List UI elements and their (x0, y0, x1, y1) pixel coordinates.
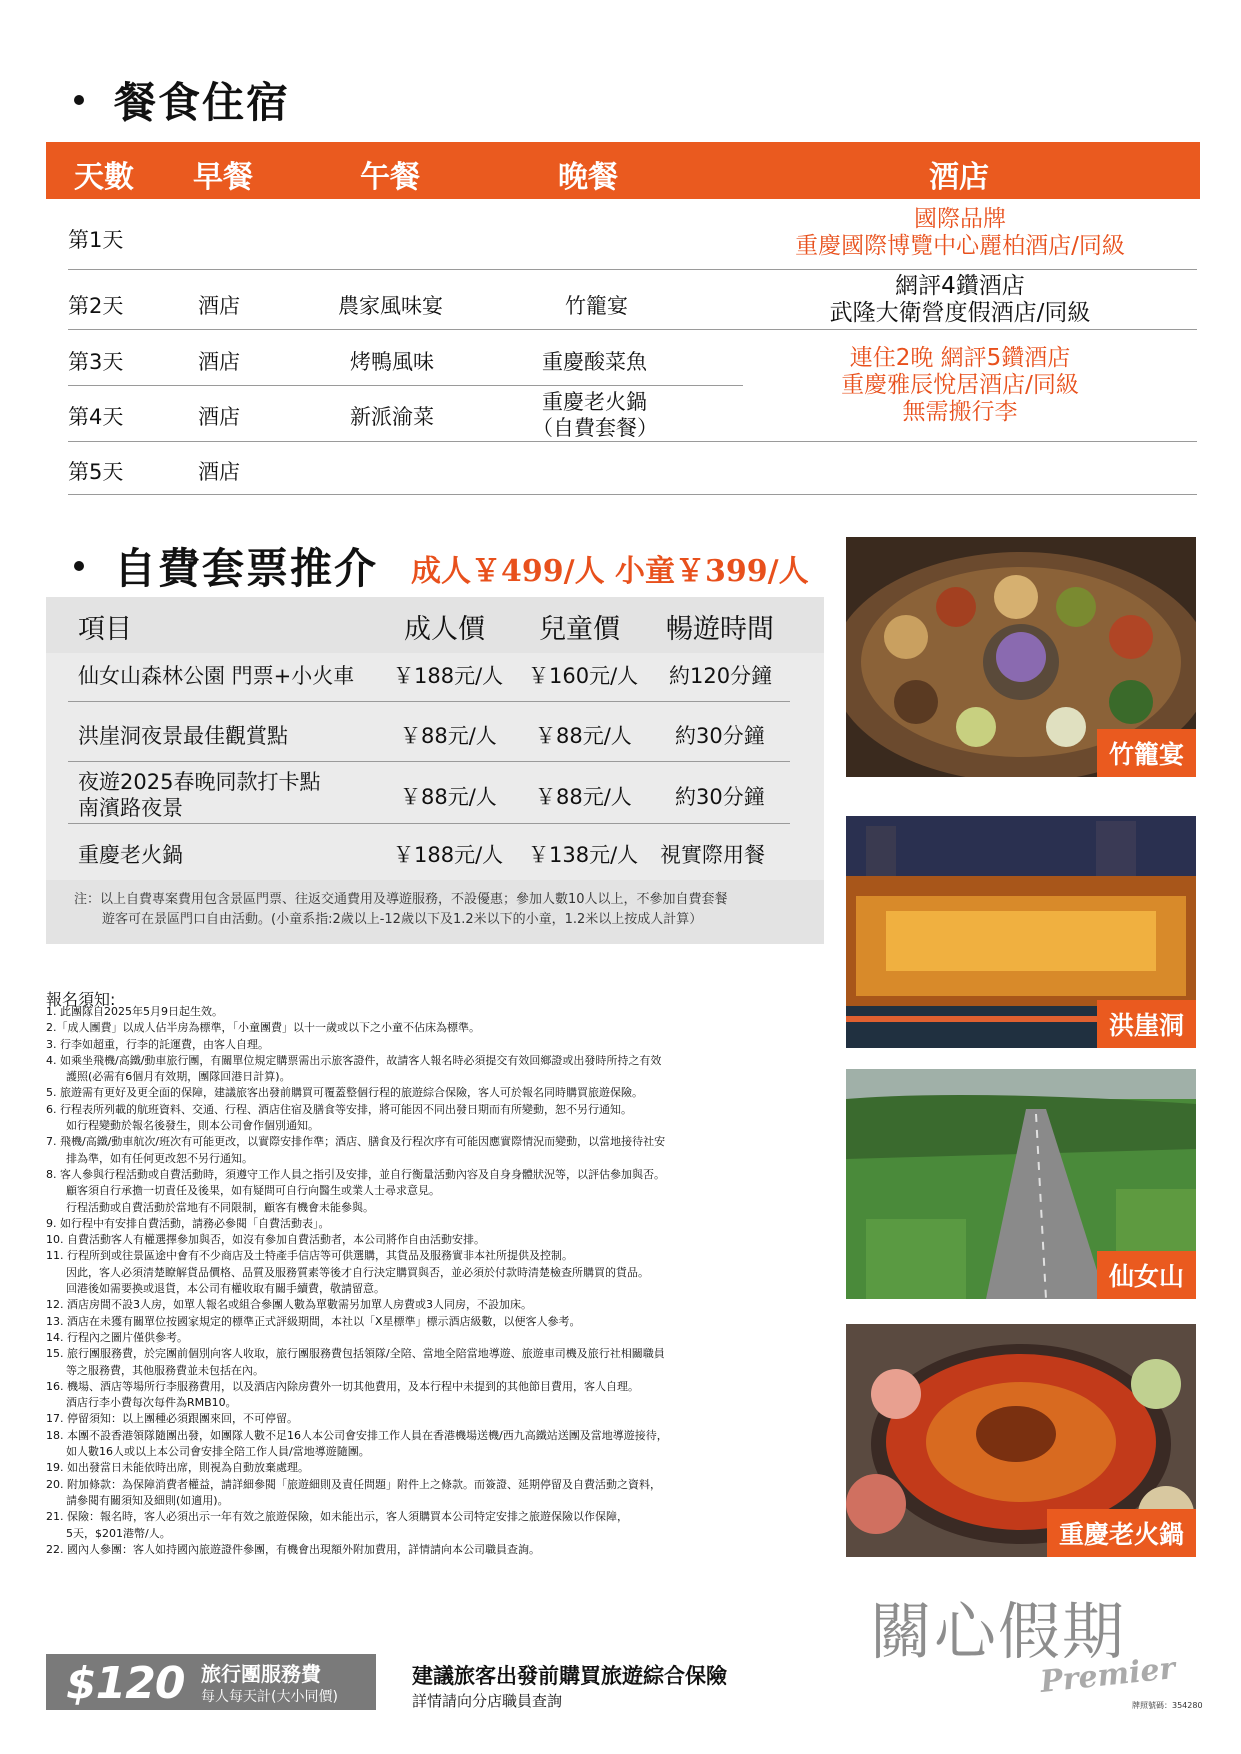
hotel-grade: 連住2晚 網評5鑽酒店 (849, 345, 1071, 371)
row-divider (68, 701, 790, 702)
notes-line: 16. 機場、酒店等場所行李服務費用，以及酒店內除房費外一切其他費用，及本行程中未提到的其他節目費用，客人自理。 (46, 1379, 639, 1393)
row-divider (68, 441, 1197, 442)
notes-line: 5. 旅遊需有更好及更全面的保障，建議旅客出發前購買可覆蓋整個行程的旅遊綜合保險，客人可於報名同時購買旅遊保險。 (46, 1086, 643, 1100)
photo-label: 竹籠宴 (1097, 729, 1196, 777)
lunch-cell: 新派渝菜 (350, 405, 434, 429)
notes-line: 1. 此團隊自2025年5月9日起生效。 (46, 1005, 223, 1018)
header-item: 項目 (78, 614, 132, 645)
header-hotel: 酒店 (929, 160, 989, 195)
dinner-cell: 竹籠宴 (565, 294, 628, 318)
note-line: 注：以上自費專案費用包含景區門票、往返交通費用及導遊服務，不設優惠；參加人數10人以上，不參加自費套餐 (74, 892, 728, 907)
duration-cell: 約30分鐘 (675, 724, 765, 748)
hotel-name: 武隆大衛營度假酒店/同級 (829, 300, 1091, 326)
selfpaid-section-title: 自費套票推介 (74, 536, 378, 596)
row-divider (68, 494, 1197, 495)
grassland-photo (846, 1069, 1196, 1299)
insurance-subtitle: 詳情請向分店職員查詢 (412, 1692, 563, 1710)
meal-table-header (46, 142, 1200, 199)
package-price: 成人￥499/人 小童￥399/人 (411, 554, 809, 589)
dinner-note: （自費套餐） (532, 416, 658, 440)
notes-line: 排為準，如有任何更改恕不另行通知。 (66, 1151, 253, 1165)
notes-line: 17. 停留須知：以上團種必須跟團來回，不可停留。 (46, 1412, 298, 1426)
row-divider (68, 329, 1197, 330)
child-price-cell: ￥160元/人 (528, 664, 639, 688)
item-cell: 仙女山森林公園 門票+小火車 (78, 664, 355, 688)
item-cell: 洪崖洞夜景最佳觀賞點 (78, 724, 288, 748)
notes-line: 22. 國內人參團：客人如持國內旅遊證件參團，有機會出現額外附加費用，詳情請向本公司職員查詢。 (46, 1542, 540, 1556)
day-cell: 第1天 (68, 228, 124, 252)
hotel-name: 重慶雅辰悅居酒店/同級 (841, 372, 1079, 398)
notes-line: 14. 行程內之圖片僅供參考。 (46, 1330, 188, 1344)
child-price-cell: ￥138元/人 (528, 843, 639, 867)
row-divider (68, 761, 790, 762)
licence-number: 牌照號碼：354280 (1132, 1701, 1203, 1710)
hotel-grade: 網評4鑽酒店 (895, 273, 1025, 299)
notes-line: 如行程變動於報名後發生，則本公司會作個別通知。 (66, 1119, 319, 1133)
notes-line: 18. 本團不設香港領隊隨團出發，如團隊人數不足16人本公司會安排工作人員在香港機場送機/西九高鐵站送團及當地導遊接待， (46, 1428, 668, 1442)
breakfast-cell: 酒店 (198, 350, 240, 374)
header-lunch: 午餐 (360, 160, 420, 195)
header-child: 兒童價 (539, 614, 620, 645)
notes-line: 顧客須自行承擔一切責任及後果，如有疑問可自行向醫生或業人士尋求意見。 (66, 1184, 440, 1198)
breakfast-cell: 酒店 (198, 405, 240, 429)
insurance-title: 建議旅客出發前購買旅遊綜合保險 (412, 1663, 727, 1688)
night-city-photo (846, 816, 1196, 1048)
notes-title: 報名須知: (46, 990, 116, 1009)
notes-line: 等之服務費，其他服務費並未包括在內。 (66, 1363, 264, 1377)
notes-line: 護照(必需有6個月有效期，團隊回港日計算)。 (66, 1070, 291, 1084)
notes-line: 3. 行李如超重，行李的託運費，由客人自理。 (46, 1037, 269, 1051)
notes-line: 8. 客人參與行程活動或自費活動時，須遵守工作人員之指引及安排，並自行衡量活動內容及自身身體狀況等，以評估參加與否。 (46, 1167, 665, 1181)
hotel-remark: 無需搬行李 (902, 399, 1018, 425)
banquet-photo (846, 537, 1196, 777)
breakfast-cell: 酒店 (198, 294, 240, 318)
notes-line: 21. 保險：報名時，客人必須出示一年有效之旅遊保險，如未能出示，客人須購買本公司特定安排之旅遊保險以作保障， (46, 1510, 628, 1524)
hotel-day1 (740, 206, 1180, 260)
notes-line: 因此，客人必須清楚瞭解貨品價格、品質及服務質素等後才自行決定購買與否，並必須於付款時清楚檢查所購買的貨品。 (66, 1265, 649, 1279)
hotel-grade: 國際品牌 (914, 206, 1006, 232)
bullet-icon (74, 561, 84, 571)
meal-section-title: 餐食住宿 (74, 70, 290, 130)
notes-line: 5天，$201港幣/人。 (66, 1526, 171, 1540)
notes-line: 酒店行李小費每次每件為RMB10。 (66, 1396, 237, 1410)
notes-line: 10. 自費活動客人有權選擇參加與否，如沒有參加自費活動者，本公司將作自由活動安排。 (46, 1233, 485, 1247)
day-cell: 第4天 (68, 405, 124, 429)
duration-cell: 約120分鐘 (669, 664, 773, 688)
notes-line: 7. 飛機/高鐵/動車航次/班次有可能更改，以實際安排作準；酒店、膳食及行程次序有可能因應實際情況而變動，以當地接待社安 (46, 1135, 666, 1149)
item-cell-line2: 南濱路夜景 (78, 796, 183, 820)
duration-cell: 約30分鐘 (675, 785, 765, 809)
lunch-cell: 烤鴨風味 (350, 350, 434, 374)
notes-line: 20. 附加條款：為保障消費者權益，請詳細參閱「旅遊細則及責任問題」附件上之條款。而簽證、延期停留及自費活動之資料， (46, 1477, 661, 1491)
fee-amount: $120 (66, 1658, 185, 1709)
service-fee-box (46, 1654, 376, 1710)
brand-logo: 關心假期 (870, 1595, 1127, 1668)
row-divider (68, 823, 790, 824)
photo-label: 重慶老火鍋 (1047, 1509, 1196, 1557)
notes-line: 請參閱有關須知及細則(如適用)。 (66, 1493, 229, 1507)
selfpaid-table-header (46, 597, 824, 653)
child-price-cell: ￥88元/人 (535, 724, 632, 748)
breakfast-cell: 酒店 (198, 460, 240, 484)
item-cell: 重慶老火鍋 (78, 843, 183, 867)
photo-label: 仙女山 (1097, 1251, 1196, 1299)
hotpot-photo (846, 1324, 1196, 1557)
header-adult: 成人價 (404, 614, 485, 645)
row-divider (68, 269, 1197, 270)
duration-cell: 視實際用餐 (660, 843, 765, 867)
notes-list (46, 1004, 816, 1558)
notes-line: 12. 酒店房間不設3人房，如單人報名或組合參團人數為單數需另加單人房費或3人同房，不設加床。 (46, 1298, 532, 1312)
day-cell: 第5天 (68, 460, 124, 484)
fee-subtitle: 每人每天計(大小同價) (201, 1689, 338, 1705)
bullet-icon (74, 95, 84, 105)
notes-line: 回港後如需要換或退貨，本公司有權收取有關手續費，敬請留意。 (66, 1282, 385, 1296)
notes-line: 2.「成人團費」以成人佔半房為標準，「小童團費」以十一歲或以下之小童不佔床為標準。 (46, 1021, 480, 1035)
notes-line: 4. 如乘坐飛機/高鐵/動車旅行團，有關單位規定購票需出示旅客證件，故請客人報名時必須提交有效回鄉證或出發時所持之有效 (46, 1053, 662, 1067)
selfpaid-note (46, 880, 824, 944)
notes-line: 行程活動或自費活動於當地有不同限制，顧客有機會未能參與。 (66, 1200, 374, 1214)
header-breakfast: 早餐 (193, 160, 253, 195)
fee-title: 旅行團服務費 (201, 1662, 321, 1686)
hotel-day2 (760, 273, 1160, 327)
adult-price-cell: ￥88元/人 (400, 785, 497, 809)
dinner-cell: 重慶酸菜魚 (542, 350, 647, 374)
hotel-day3-4 (760, 345, 1160, 426)
header-dinner: 晚餐 (558, 160, 618, 195)
header-duration: 暢遊時間 (666, 614, 774, 645)
hotel-name: 重慶國際博覽中心麗柏酒店/同級 (795, 233, 1125, 259)
item-cell: 夜遊2025春晚同款打卡點 (78, 770, 321, 794)
adult-price-cell: ￥188元/人 (393, 843, 504, 867)
adult-price-cell: ￥188元/人 (393, 664, 504, 688)
adult-price-cell: ￥88元/人 (400, 724, 497, 748)
notes-line: 15. 旅行團服務費，於完團前個別向客人收取，旅行團服務費包括領隊/全陪、當地全陪當地導遊、旅遊車司機及旅行社相關職員 (46, 1347, 665, 1361)
notes-line: 6. 行程表所列載的航班資料、交通、行程、酒店住宿及膳食等安排，將可能因不同出發日期而有所變動，恕不另行通知。 (46, 1102, 632, 1116)
notes-line: 13. 酒店在未獲有關單位按國家規定的標準正式評級期間，本社以「X星標準」標示酒店級數，以便客人參考。 (46, 1314, 581, 1328)
row-divider (68, 385, 743, 386)
day-cell: 第3天 (68, 350, 124, 374)
dinner-cell: 重慶老火鍋 (542, 390, 647, 414)
lunch-cell: 農家風味宴 (338, 294, 443, 318)
notes-line: 11. 行程所到或往景區途中會有不少商店及土特產手信店等可供選購，其貨品及服務實非本社所提供及控制。 (46, 1249, 573, 1263)
brand-logo-sub: Premier (1038, 1651, 1177, 1700)
header-day: 天數 (74, 160, 134, 195)
notes-line: 9. 如行程中有安排自費活動，請務必參閱「自費活動表」。 (46, 1216, 330, 1230)
day-cell: 第2天 (68, 294, 124, 318)
photo-label: 洪崖洞 (1097, 1000, 1196, 1048)
note-line: 遊客可在景區門口自由活動。(小童系指:2歲以上-12歲以下及1.2米以下的小童，1.2米以上按成人計算） (102, 912, 703, 927)
child-price-cell: ￥88元/人 (535, 785, 632, 809)
notes-line: 19. 如出發當日未能依時出席，則視為自動放棄處理。 (46, 1461, 309, 1475)
notes-line: 如人數16人或以上本公司會安排全陪工作人員/當地導遊隨團。 (66, 1445, 370, 1459)
